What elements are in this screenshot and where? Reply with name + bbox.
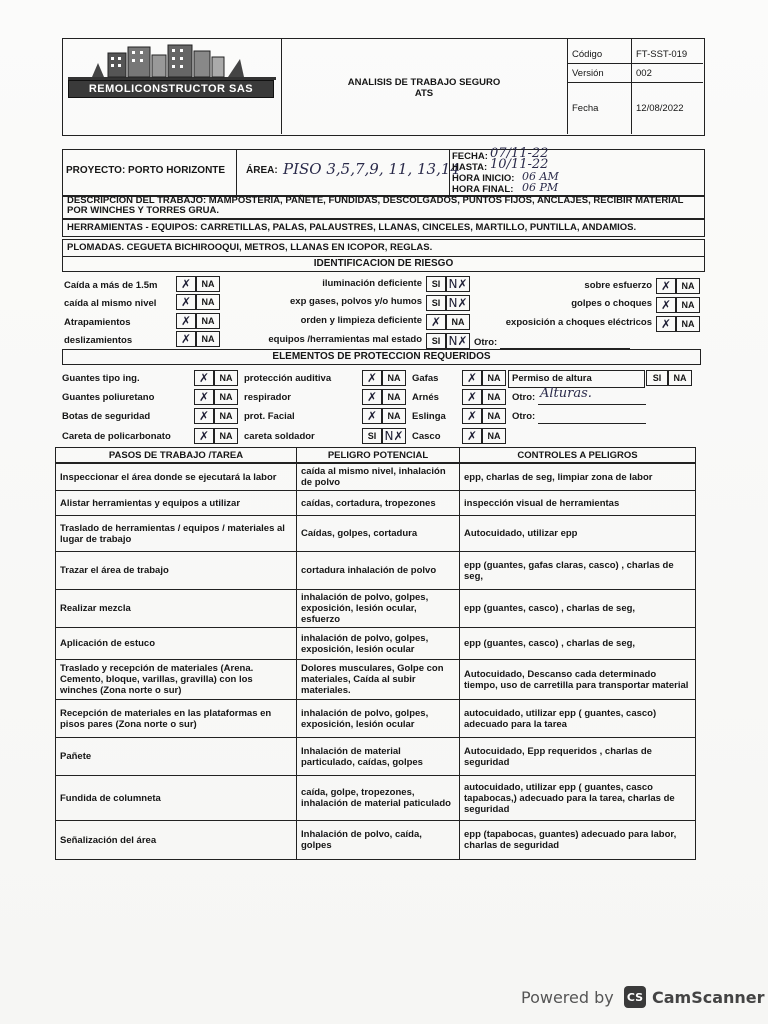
ppe-guantes-poli-label: Guantes poliuretano — [62, 392, 155, 403]
ppe-careta-poli-na-checkbox[interactable]: NA — [214, 428, 238, 444]
hora-inicio-value: 06 AM — [522, 170, 559, 183]
riesgo-caida-altura-na-checkbox[interactable]: NA — [196, 276, 220, 292]
task-control-cell: Autocuidado, Descanso cada determinado tiempo, uso de carretilla para transportar material — [459, 659, 696, 700]
task-table-header: PELIGRO POTENCIAL — [296, 447, 460, 463]
version-label: Versión — [572, 68, 604, 79]
task-hazard-cell: caída al mismo nivel, inhalación de polvo — [296, 463, 460, 491]
riesgo-sobre-esfuerzo-label: sobre esfuerzo — [584, 280, 652, 291]
task-table-header: PASOS DE TRABAJO /TAREA — [55, 447, 297, 463]
hasta-label: HASTA: — [452, 162, 488, 173]
ppe-respirador-si-checkbox[interactable]: ✗ — [362, 389, 382, 405]
task-control-cell: epp, charlas de seg, limpiar zona de labor — [459, 463, 696, 491]
ppe-casco-na-checkbox[interactable]: NA — [482, 428, 506, 444]
proyecto-label: PROYECTO: PORTO HORIZONTE — [66, 165, 226, 176]
riesgo-gases-si-checkbox[interactable]: SI — [426, 295, 446, 311]
task-hazard-cell: caída, golpe, tropezones, inhalación de material paticulado — [296, 775, 460, 821]
riesgo-iluminacion-si-checkbox[interactable]: SI — [426, 276, 446, 292]
ppe-facial-si-checkbox[interactable]: ✗ — [362, 408, 382, 424]
ppe-otro2-label: Otro: — [512, 411, 536, 422]
ppe-careta-soldador-na-checkbox[interactable]: N✗ — [382, 428, 406, 444]
riesgo-golpes-si-checkbox[interactable]: ✗ — [656, 297, 676, 313]
task-control-cell: Autocuidado, Epp requeridos , charlas de seguridad — [459, 737, 696, 776]
task-step-cell: Inspeccionar el área donde se ejecutará la labor — [55, 463, 297, 491]
task-step-cell: Traslado de herramientas / equipos / materiales al lugar de trabajo — [55, 515, 297, 552]
ppe-careta-soldador-label: careta soldador — [244, 431, 315, 442]
ppe-gafas-label: Gafas — [412, 373, 439, 384]
riesgo-mismo-nivel-label: caída al mismo nivel — [64, 298, 157, 309]
riesgo-atrapamientos-na-checkbox[interactable]: NA — [196, 313, 220, 329]
project-divider1 — [236, 149, 237, 195]
riesgo-equipos-na-checkbox[interactable]: N✗ — [446, 333, 470, 349]
ppe-otro-line[interactable] — [538, 404, 646, 405]
ppe-respirador-label: respirador — [244, 392, 291, 403]
ppe-facial-na-checkbox[interactable]: NA — [382, 408, 406, 424]
ppe-guantes-ing-si-checkbox[interactable]: ✗ — [194, 370, 214, 386]
task-hazard-cell: cortadura inhalación de polvo — [296, 551, 460, 590]
riesgo-orden-label: orden y limpieza deficiente — [300, 315, 422, 326]
task-step-cell: Alistar herramientas y equipos a utilizar — [55, 490, 297, 516]
permiso-altura-si-checkbox[interactable]: SI — [646, 370, 668, 386]
riesgo-otro-label: Otro: — [474, 337, 498, 348]
riesgo-sobre-esfuerzo-na-checkbox[interactable]: NA — [676, 278, 700, 294]
riesgo-golpes-na-checkbox[interactable]: NA — [676, 297, 700, 313]
riesgo-golpes-label: golpes o choques — [571, 298, 652, 309]
ppe-gafas-si-checkbox[interactable]: ✗ — [462, 370, 482, 386]
task-hazard-cell: inhalación de polvo, golpes, exposición, lesión ocular, esfuerzo — [296, 589, 460, 628]
ppe-arnes-label: Arnés — [412, 392, 439, 403]
task-control-cell: epp (guantes, casco) , charlas de seg, — [459, 589, 696, 628]
ppe-careta-poli-si-checkbox[interactable]: ✗ — [194, 428, 214, 444]
riesgo-equipos-label: equipos /herramientas mal estado — [268, 334, 422, 345]
ppe-careta-poli-label: Careta de policarbonato — [62, 431, 171, 442]
riesgo-mismo-nivel-na-checkbox[interactable]: NA — [196, 294, 220, 310]
riesgo-deslizamientos-label: deslizamientos — [64, 335, 133, 346]
riesgo-electricos-na-checkbox[interactable]: NA — [676, 316, 700, 332]
hora-final-value: 06 PM — [522, 181, 559, 194]
task-step-cell: Aplicación de estuco — [55, 627, 297, 660]
area-value: PISO 3,5,7,9, 11, 13,14 — [283, 160, 460, 178]
permiso-altura-label: Permiso de altura — [512, 373, 592, 384]
ppe-careta-soldador-si-checkbox[interactable]: SI — [362, 428, 382, 444]
task-control-cell: inspección visual de herramientas — [459, 490, 696, 516]
ppe-arnes-na-checkbox[interactable]: NA — [482, 389, 506, 405]
task-step-cell: Trazar el área de trabajo — [55, 551, 297, 590]
hora-final-label: HORA FINAL: — [452, 184, 514, 195]
fecha-inicio-label: FECHA: — [452, 151, 488, 162]
task-step-cell: Realizar mezcla — [55, 589, 297, 628]
area-label: ÁREA: — [246, 165, 278, 176]
company-name: REMOLICONSTRUCTOR SAS — [68, 80, 274, 98]
form-title: ANALISIS DE TRABAJO SEGURO — [347, 77, 501, 88]
riesgo-gases-label: exp gases, polvos y/o humos — [290, 296, 422, 307]
riesgo-caida-altura-label: Caída a más de 1.5m — [64, 280, 158, 291]
riesgo-caida-altura-si-checkbox[interactable]: ✗ — [176, 276, 196, 292]
permiso-altura-na-checkbox[interactable]: NA — [668, 370, 692, 386]
riesgo-orden-na-checkbox[interactable]: NA — [446, 314, 470, 330]
riesgo-orden-si-checkbox[interactable]: ✗ — [426, 314, 446, 330]
ppe-botas-na-checkbox[interactable]: NA — [214, 408, 238, 424]
form-subtitle: ATS — [414, 88, 434, 99]
header-meta-row2 — [567, 82, 703, 83]
task-step-cell: Traslado y recepción de materiales (Arena. Cemento, bloque, varillas, gravilla) con los winches (Zona norte o sur) — [55, 659, 297, 700]
riesgo-title: IDENTIFICACION DE RIESGO — [62, 256, 705, 272]
ppe-eslinga-si-checkbox[interactable]: ✗ — [462, 408, 482, 424]
task-control-cell: autocuidado, utilizar epp ( guantes, casco tapabocas,) adecuado para la tarea, charlas de seguridad — [459, 775, 696, 821]
ppe-auditiva-si-checkbox[interactable]: ✗ — [362, 370, 382, 386]
ppe-auditiva-na-checkbox[interactable]: NA — [382, 370, 406, 386]
riesgo-deslizamientos-si-checkbox[interactable]: ✗ — [176, 331, 196, 347]
proteccion-title: ELEMENTOS DE PROTECCION REQUERIDOS — [62, 349, 701, 365]
fecha-label: Fecha — [572, 103, 599, 114]
task-control-cell: Autocuidado, utilizar epp — [459, 515, 696, 552]
header-divider-meta2 — [631, 38, 632, 134]
hasta-value: 10/11-22 — [490, 157, 549, 172]
task-hazard-cell: Caídas, golpes, cortadura — [296, 515, 460, 552]
task-step-cell: Fundida de columneta — [55, 775, 297, 821]
task-step-cell: Señalización del área — [55, 820, 297, 860]
riesgo-electricos-si-checkbox[interactable]: ✗ — [656, 316, 676, 332]
ppe-guantes-poli-na-checkbox[interactable]: NA — [214, 389, 238, 405]
header-meta-row1 — [567, 63, 703, 64]
ppe-botas-si-checkbox[interactable]: ✗ — [194, 408, 214, 424]
task-control-cell: epp (guantes, casco) , charlas de seg, — [459, 627, 696, 660]
codigo-value: FT-SST-019 — [636, 49, 688, 60]
ppe-respirador-na-checkbox[interactable]: NA — [382, 389, 406, 405]
task-control-cell: epp (tapabocas, guantes) adecuado para labor, charlas de seguridad — [459, 820, 696, 860]
ppe-auditiva-label: protección auditiva — [244, 373, 332, 384]
task-hazard-cell: Dolores musculares, Golpe con materiales, Caída al subir materiales. — [296, 659, 460, 700]
ppe-casco-label: Casco — [412, 431, 441, 442]
ppe-guantes-poli-si-checkbox[interactable]: ✗ — [194, 389, 214, 405]
herramientas-equipos: HERRAMIENTAS - EQUIPOS: CARRETILLAS, PALAS, PALAUSTRES, LLANAS, CINCELES, MARTILLO, PUNTILLA, ANDAMIOS. — [62, 219, 705, 237]
task-step-cell: Pañete — [55, 737, 297, 776]
riesgo-atrapamientos-label: Atrapamientos — [64, 317, 131, 328]
powered-by-text: Powered by — [521, 988, 614, 1007]
ppe-eslinga-na-checkbox[interactable]: NA — [482, 408, 506, 424]
task-control-cell: epp (guantes, gafas claras, casco) , charlas de seg, — [459, 551, 696, 590]
riesgo-sobre-esfuerzo-si-checkbox[interactable]: ✗ — [656, 278, 676, 294]
task-step-cell: Recepción de materiales en las plataformas en pisos pares (Zona norte o sur) — [55, 699, 297, 738]
riesgo-equipos-si-checkbox[interactable]: SI — [426, 333, 446, 349]
hora-inicio-label: HORA INICIO: — [452, 173, 515, 184]
task-hazard-cell: inhalación de polvo, golpes, exposición, lesión ocular — [296, 627, 460, 660]
plomadas: PLOMADAS. CEGUETA BICHIROOQUI, METROS, LLANAS EN ICOPOR, REGLAS. — [62, 239, 705, 257]
ppe-arnes-si-checkbox[interactable]: ✗ — [462, 389, 482, 405]
fecha-inicio-value: 07/11-22 — [490, 146, 549, 161]
header-divider-meta — [567, 38, 568, 134]
ppe-otro-value: Alturas. — [540, 386, 592, 401]
ppe-otro2-line[interactable] — [538, 423, 646, 424]
ppe-otro-label: Otro: — [512, 392, 536, 403]
riesgo-atrapamientos-si-checkbox[interactable]: ✗ — [176, 313, 196, 329]
riesgo-deslizamientos-na-checkbox[interactable]: NA — [196, 331, 220, 347]
riesgo-gases-na-checkbox[interactable]: N✗ — [446, 295, 470, 311]
riesgo-iluminacion-na-checkbox[interactable]: N✗ — [446, 276, 470, 292]
camscanner-brand: CamScanner — [652, 988, 765, 1007]
riesgo-electricos-label: exposición a choques eléctricos — [505, 317, 652, 328]
ppe-gafas-na-checkbox[interactable]: NA — [482, 370, 506, 386]
ppe-guantes-ing-label: Guantes tipo ing. — [62, 373, 140, 384]
task-hazard-cell: inhalación de polvo, golpes, exposición, lesión ocular — [296, 699, 460, 738]
task-hazard-cell: Inhalación de material particulado, caídas, golpes — [296, 737, 460, 776]
camscanner-logo-icon: CS — [624, 986, 646, 1008]
ppe-guantes-ing-na-checkbox[interactable]: NA — [214, 370, 238, 386]
task-control-cell: autocuidado, utilizar epp ( guantes, casco) adecuado para la tarea — [459, 699, 696, 738]
riesgo-iluminacion-label: iluminación deficiente — [322, 278, 422, 289]
codigo-label: Código — [572, 49, 603, 60]
ppe-botas-label: Botas de seguridad — [62, 411, 151, 422]
fecha-value: 12/08/2022 — [636, 103, 684, 114]
ppe-casco-si-checkbox[interactable]: ✗ — [462, 428, 482, 444]
company-logo — [68, 43, 276, 99]
descripcion-trabajo: DESCRIPCION DEL TRABAJO: MAMPOSTERIA, PAÑETE, FUNDIDAS, DESCOLGADOS, PUNTOS FIJOS, ANCLAJES, RECIBIR MATERIAL POR WINCHES Y TORRES GRUA. — [62, 195, 705, 219]
riesgo-mismo-nivel-si-checkbox[interactable]: ✗ — [176, 294, 196, 310]
task-hazard-cell: Inhalación de polvo, caída, golpes — [296, 820, 460, 860]
ppe-eslinga-label: Eslinga — [412, 411, 446, 422]
task-hazard-cell: caídas, cortadura, tropezones — [296, 490, 460, 516]
version-value: 002 — [636, 68, 652, 79]
task-table-header: CONTROLES A PELIGROS — [459, 447, 696, 463]
ppe-facial-label: prot. Facial — [244, 411, 295, 422]
